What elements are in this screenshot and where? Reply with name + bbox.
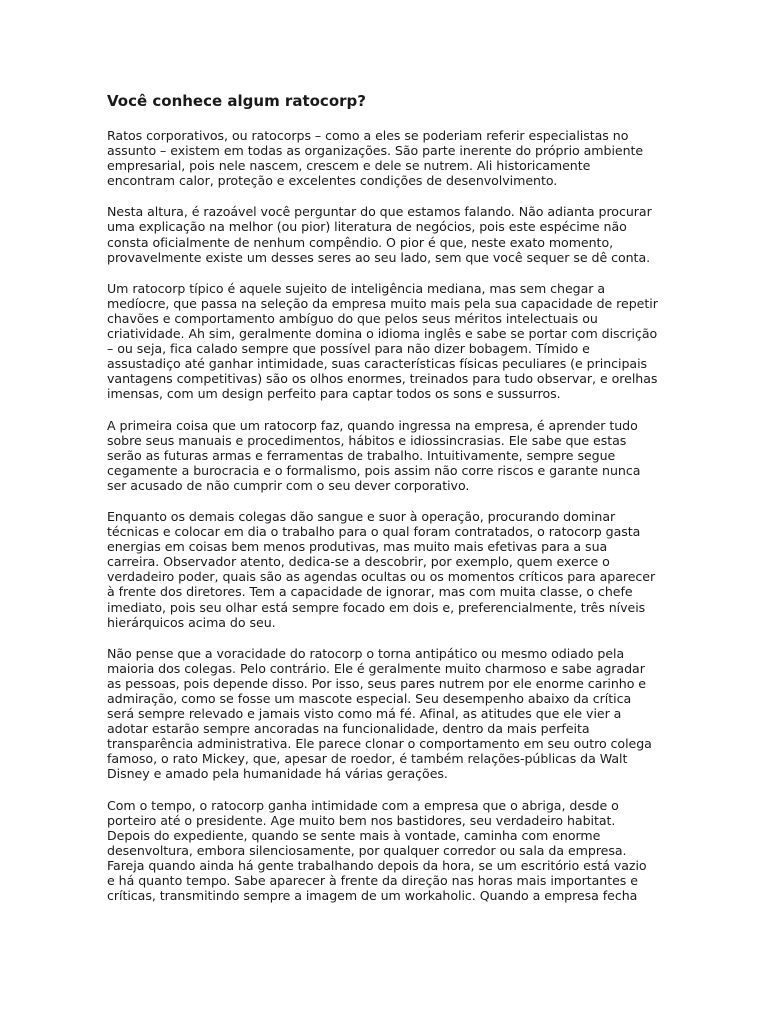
text-line: verdadeiro poder, quais são as agendas ocultas ou os momentos críticos para aparecer — [107, 569, 656, 585]
document-page — [107, 91, 667, 919]
text-line: porteiro até o presidente. Age muito bem nos bastidores, seu verdadeiro habitat. — [107, 812, 616, 828]
text-line: assunto – existem em todas as organizações. São parte inerente do próprio ambiente — [107, 143, 644, 159]
text-line: Enquanto os demais colegas dão sangue e suor à operação, procurando dominar — [107, 508, 616, 524]
text-line: Não pense que a voracidade do ratocorp o torna antipático ou mesmo odiado pela — [107, 645, 625, 661]
text-line: encontram calor, proteção e excelentes condições de desenvolvimento. — [107, 173, 558, 189]
text-line: hierárquicos acima do seu. — [107, 614, 276, 630]
text-line: Nesta altura, é razoável você perguntar do que estamos falando. Não adianta procurar — [107, 204, 652, 220]
paragraph-3 — [107, 281, 667, 402]
text-line: sobre seus manuais e procedimentos, hábitos e idiossincrasias. Ele sabe que estas — [107, 432, 627, 448]
paragraph-1 — [107, 128, 667, 188]
text-line: imensas, com um design perfeito para captar todos os sons e sussurros. — [107, 386, 561, 402]
text-line: ser acusado de não cumprir com o seu dever corporativo. — [107, 477, 470, 493]
text-line: à frente dos diretores. Tem a capacidade de ignorar, mas com muita classe, o chefe — [107, 584, 633, 600]
text-line: técnicas e colocar em dia o trabalho para o qual foram contratados, o ratocorp gasta — [107, 524, 641, 540]
text-line: Um ratocorp típico é aquele sujeito de inteligência mediana, mas sem chegar a — [107, 280, 606, 296]
text-line: imediato, pois seu olhar está sempre focado em dois e, preferencialmente, três níveis — [107, 599, 646, 615]
text-line: desenvoltura, embora silenciosamente, por qualquer corredor ou sala da empresa. — [107, 842, 627, 858]
text-line: – ou seja, fica calado sempre que possível para não dizer bobagem. Tímido e — [107, 341, 590, 357]
text-line: empresarial, pois nele nascem, crescem e dele se nutrem. Ali historicamente — [107, 158, 591, 174]
text-line: transparência administrativa. Ele parece clonar o comportamento em seu outro colega — [107, 736, 652, 752]
text-line: vantagens competitivas) são os olhos enormes, treinados para tudo observar, e orelhas — [107, 371, 658, 387]
paragraph-4 — [107, 418, 667, 493]
text-line: maioria dos colegas. Pelo contrário. Ele é geralmente muito charmoso e sabe agradar — [107, 660, 645, 676]
text-line: assustadiço até ganhar intimidade, suas características físicas peculiares (e principais — [107, 356, 648, 372]
text-line: provavelmente existe um desses seres ao seu lado, sem que você sequer se dê conta. — [107, 249, 651, 265]
text-line: energias em coisas bem menos produtivas, mas muito mais efetivas para a sua — [107, 539, 608, 555]
text-line: uma explicação na melhor (ou pior) literatura de negócios, pois este espécime não — [107, 219, 627, 235]
paragraph-6 — [107, 646, 667, 782]
text-line: carreira. Observador atento, dedica-se a descobrir, por exemplo, quem exerce o — [107, 554, 610, 570]
text-line: e há quanto tempo. Sabe aparecer à frente da direção nas horas mais importantes e — [107, 873, 638, 889]
text-line: medíocre, que passa na seleção da empresa muito mais pela sua capacidade de repetir — [107, 295, 658, 311]
text-line: Fareja quando ainda há gente trabalhando depois da hora, se um escritório está vazio — [107, 857, 647, 873]
text-line: chavões e comportamento ambíguo do que pelos seus méritos intelectuais ou — [107, 310, 598, 326]
text-line: criatividade. Ah sim, geralmente domina o idioma inglês e sabe se portar com discrição — [107, 326, 658, 342]
document-title: Você conhece algum ratocorp? — [107, 92, 366, 110]
text-line: as pessoas, pois depende disso. Por isso, seus pares nutrem por ele enorme carinho e — [107, 675, 647, 691]
paragraph-5 — [107, 509, 667, 630]
text-line: consta oficialmente de nenhum compêndio. O pior é que, neste exato momento, — [107, 234, 614, 250]
document-body — [107, 128, 667, 903]
text-line: famoso, o rato Mickey, que, apesar de roedor, é também relações-públicas da Walt — [107, 751, 628, 767]
text-line: críticas, transmitindo sempre a imagem de um workaholic. Quando a empresa fecha — [107, 888, 638, 904]
text-line: Ratos corporativos, ou ratocorps – como a eles se poderiam referir especialistas no — [107, 128, 629, 143]
text-line: Disney e amado pela humanidade há várias gerações. — [107, 766, 448, 782]
paragraph-7 — [107, 798, 667, 904]
text-line: serão as futuras armas e ferramentas de trabalho. Intuitivamente, sempre segue — [107, 447, 616, 463]
text-line: cegamente a burocracia e o formalismo, pois assim não corre riscos e garante nunca — [107, 462, 641, 478]
text-line: Depois do expediente, quando se sente mais à vontade, caminha com enorme — [107, 827, 601, 843]
text-line: A primeira coisa que um ratocorp faz, quando ingressa na empresa, é aprender tudo — [107, 417, 638, 433]
text-line: admiração, como se fosse um mascote especial. Seu desempenho abaixo da crítica — [107, 691, 632, 706]
text-line: será sempre relevado e jamais visto como má fé. Afinal, as atitudes que ele vier a — [107, 706, 622, 722]
text-line: adotar estarão sempre ancoradas na funcionalidade, dentro da mais perfeita — [107, 721, 590, 737]
paragraph-2 — [107, 204, 667, 264]
text-line: Com o tempo, o ratocorp ganha intimidade com a empresa que o abriga, desde o — [107, 797, 619, 813]
